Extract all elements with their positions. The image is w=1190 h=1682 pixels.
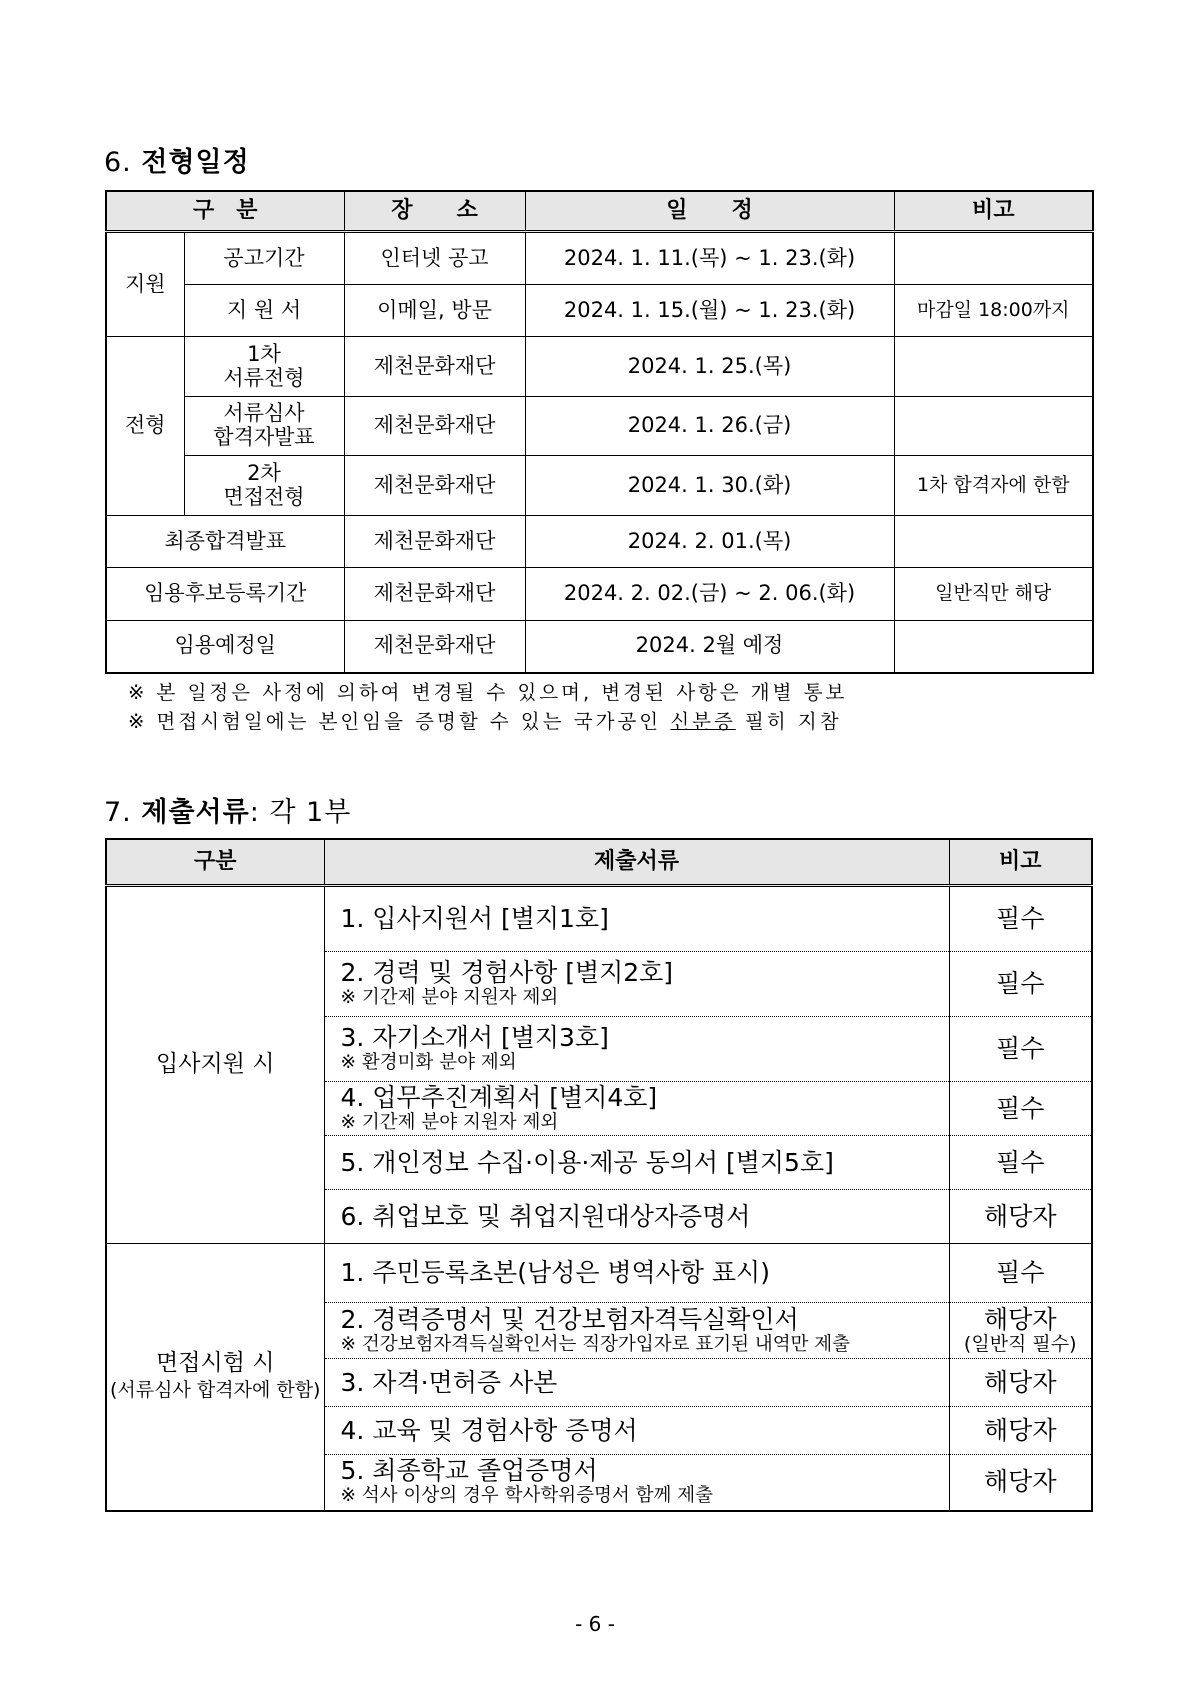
row-place: 제천문화재단 xyxy=(344,337,525,397)
category-interview-main: 면접시험 시 xyxy=(156,1350,275,1376)
table-row xyxy=(106,1244,1092,1303)
row-sub: 최종합격발표 xyxy=(106,516,344,568)
doc-remark: 필수 xyxy=(949,886,1092,952)
doc-text: 4. 업무추진계획서 [별지4호] xyxy=(340,1082,658,1112)
row-sub: 지 원 서 xyxy=(184,285,344,337)
docs-header-category: 구분 xyxy=(106,839,324,886)
section6-number: 6. xyxy=(104,147,132,178)
table-row xyxy=(106,886,1092,952)
row-note: 마감일 18:00까지 xyxy=(894,285,1093,337)
docs-header-documents: 제출서류 xyxy=(324,839,949,886)
documents-table xyxy=(105,838,1093,1512)
section7-heading xyxy=(104,790,351,829)
row-note xyxy=(894,232,1093,285)
row-place: 제천문화재단 xyxy=(344,397,525,456)
row-date: 2024. 1. 15.(월) ~ 1. 23.(화) xyxy=(525,285,894,337)
doc-text: 2. 경력 및 경험사항 [별지2호] xyxy=(340,958,674,988)
section7-suffix: : 각 1부 xyxy=(249,797,352,828)
doc-note: ※ 환경미화 분야 제외 xyxy=(340,1052,517,1074)
doc-remark: 해당자 xyxy=(949,1190,1092,1244)
row-sub-line2: 서류전형 xyxy=(223,365,305,390)
row-sub xyxy=(184,456,344,516)
table-row xyxy=(106,456,1093,516)
note2-post: 필히 지참 xyxy=(735,710,842,733)
header-place: 장 소 xyxy=(344,191,525,232)
docs-header-note: 비고 xyxy=(949,839,1092,886)
note2-underlined: 신분증 xyxy=(670,710,736,733)
row-date: 2024. 2. 01.(목) xyxy=(525,516,894,568)
row-sub-line2: 면접전형 xyxy=(223,484,305,509)
doc-item xyxy=(324,1082,949,1136)
doc-note: ※ 건강보험자격득실확인서는 직장가입자로 표기된 내역만 제출 xyxy=(340,1333,851,1355)
documents-header-row xyxy=(106,839,1092,886)
category-interview xyxy=(106,1244,324,1511)
row-sub-line1: 1차 xyxy=(247,341,281,366)
row-place: 제천문화재단 xyxy=(344,456,525,516)
row-note: 일반직만 해당 xyxy=(894,568,1093,621)
doc-text: 2. 경력증명서 및 건강보험자격득실확인서 xyxy=(340,1304,799,1334)
header-category: 구 분 xyxy=(106,191,344,232)
table-row xyxy=(106,397,1093,456)
table-row xyxy=(106,568,1093,621)
doc-remark: 필수 xyxy=(949,1136,1092,1190)
doc-text: 5. 최종학교 졸업증명서 xyxy=(340,1456,598,1486)
doc-note: ※ 기간제 분야 지원자 제외 xyxy=(340,987,559,1009)
section7-title: 제출서류 xyxy=(141,797,250,828)
doc-text: 1. 주민등록초본(남성은 병역사항 표시) xyxy=(340,1258,770,1287)
table-row xyxy=(106,232,1093,285)
doc-remark: 해당자 xyxy=(949,1407,1092,1455)
row-sub: 공고기간 xyxy=(184,232,344,285)
row-sub: 임용후보등록기간 xyxy=(106,568,344,621)
row-sub-line2: 합격자발표 xyxy=(213,425,315,449)
row-date: 2024. 2월 예정 xyxy=(525,621,894,673)
doc-item xyxy=(324,1303,949,1359)
row-date: 2024. 1. 11.(목) ~ 1. 23.(화) xyxy=(525,232,894,285)
note2-pre: ※ 면접시험일에는 본인임을 증명할 수 있는 국가공인 xyxy=(128,710,671,733)
doc-text: 3. 자격·면허증 사본 xyxy=(340,1367,558,1397)
row-sub xyxy=(184,337,344,397)
table-row xyxy=(106,337,1093,397)
table-row xyxy=(106,621,1093,673)
doc-item xyxy=(324,1359,949,1407)
schedule-header-row xyxy=(106,191,1093,232)
doc-remark: 해당자 xyxy=(949,1455,1092,1511)
row-place: 인터넷 공고 xyxy=(344,232,525,285)
row-place: 제천문화재단 xyxy=(344,621,525,673)
row-sub: 임용예정일 xyxy=(106,621,344,673)
doc-item xyxy=(324,1136,949,1190)
row-note xyxy=(894,397,1093,456)
doc-item xyxy=(324,952,949,1017)
row-note xyxy=(894,621,1093,673)
table-row xyxy=(106,516,1093,568)
section7-number: 7. xyxy=(104,797,132,828)
header-note: 비고 xyxy=(894,191,1093,232)
row-date: 2024. 2. 02.(금) ~ 2. 06.(화) xyxy=(525,568,894,621)
doc-text: 5. 개인정보 수집·이용·제공 동의서 [별지5호] xyxy=(340,1147,834,1177)
doc-item xyxy=(324,886,949,952)
doc-remark: 해당자 xyxy=(949,1359,1092,1407)
doc-remark-main: 해당자 xyxy=(984,1304,1057,1334)
row-sub-line1: 서류심사 xyxy=(223,401,305,426)
doc-remark: 필수 xyxy=(949,1244,1092,1303)
row-date: 2024. 1. 26.(금) xyxy=(525,397,894,456)
group-apply: 지원 xyxy=(106,232,184,337)
doc-item xyxy=(324,1017,949,1082)
doc-text: 6. 취업보호 및 취업지원대상자증명서 xyxy=(340,1201,751,1231)
page-number: - 6 - xyxy=(575,1612,615,1636)
section6-title: 전형일정 xyxy=(141,147,250,178)
row-note xyxy=(894,337,1093,397)
category-interview-sub: (서류심사 합격자에 한함) xyxy=(110,1378,321,1401)
doc-note: ※ 석사 이상의 경우 학사학위증명서 함께 제출 xyxy=(340,1485,713,1507)
row-date: 2024. 1. 30.(화) xyxy=(525,456,894,516)
doc-remark xyxy=(949,1303,1092,1359)
row-sub-line1: 2차 xyxy=(247,460,281,485)
doc-item xyxy=(324,1455,949,1511)
schedule-note-1: ※ 본 일정은 사정에 의하여 변경될 수 있으며, 변경된 사항은 개별 통보 xyxy=(128,681,848,704)
row-note: 1차 합격자에 한함 xyxy=(894,456,1093,516)
doc-item xyxy=(324,1244,949,1303)
row-sub xyxy=(184,397,344,456)
row-place: 제천문화재단 xyxy=(344,516,525,568)
doc-note: ※ 기간제 분야 지원자 제외 xyxy=(340,1111,559,1133)
doc-remark: 필수 xyxy=(949,952,1092,1017)
doc-remark: 필수 xyxy=(949,1082,1092,1136)
doc-remark: 필수 xyxy=(949,1017,1092,1082)
doc-text: 4. 교육 및 경험사항 증명서 xyxy=(340,1415,638,1445)
doc-text: 3. 자기소개서 [별지3호] xyxy=(340,1023,609,1053)
doc-remark-sub: (일반직 필수) xyxy=(963,1332,1077,1355)
section6-heading xyxy=(104,140,250,179)
row-place: 제천문화재단 xyxy=(344,568,525,621)
group-screen: 전형 xyxy=(106,337,184,516)
doc-text: 1. 입사지원서 [별지1호] xyxy=(340,904,609,933)
header-date: 일 정 xyxy=(525,191,894,232)
table-row xyxy=(106,285,1093,337)
schedule-table xyxy=(105,190,1094,674)
schedule-notes xyxy=(128,678,847,736)
doc-item xyxy=(324,1190,949,1244)
doc-item xyxy=(324,1407,949,1455)
schedule-note-2 xyxy=(128,707,847,736)
row-note xyxy=(894,516,1093,568)
row-date: 2024. 1. 25.(목) xyxy=(525,337,894,397)
category-apply: 입사지원 시 xyxy=(106,886,324,1244)
row-place: 이메일, 방문 xyxy=(344,285,525,337)
